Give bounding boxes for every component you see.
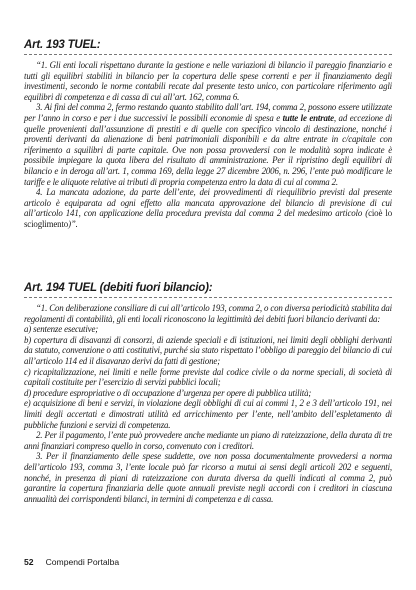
upright-note-scioglimento: cioè lo scioglimento — [24, 208, 392, 229]
art-193-paragraph-4-end: )”. — [68, 218, 78, 229]
art-194-paragraph-2: 2. Per il pagamento, l’ente può provvedere anche mediante un piano di rateizzazione, della durata di tre anni finanziari compreso quello in corso, convenuto con i creditori. — [24, 430, 392, 451]
art-193-paragraph-3-start: 3. Ai fini del comma 2, fermo restando quanto stabilito dall’art. 194, comma 2, possono essere utilizzate per l’anno in corso e per i due successivi le possibili economie di spesa e — [24, 102, 392, 123]
art-193-paragraph-4 — [24, 187, 392, 229]
page-footer — [24, 557, 119, 568]
list-item-e: e) acquisizione di beni e servizi, in violazione degli obblighi di cui ai commi 1, 2 e 3 dell’articolo 191, nei limiti degli accertati e dimostrati utilità ed arricchimento per l’ente, nell’ambito dell’espletamento di pubbliche funzioni e servizi di competenza. — [24, 398, 392, 430]
art-193-paragraph-4-start: 4. La mancata adozione, da parte dell’ente, dei provvedimenti di riequilibrio previsti dal presente articolo è equiparata ad ogni effetto alla mancata approvazione del bilancio di previsione di cui all’articolo 141, con applicazione della procedura prevista dal comma 2 del medesimo articolo ( — [24, 187, 392, 219]
publication-name: Compendi Portalba — [45, 557, 120, 567]
page-number: 52 — [24, 557, 34, 567]
art-194-paragraph-3: 3. Per il finanziamento delle spese suddette, ove non possa documentalmente provvedersi a norma dell’articolo 193, comma 3, l’ente locale può far ricorso a mutui ai sensi degli articoli 202 e seguenti, nonché, in presenza di piani di rateizzazione con durata diversa da quelli indicati al comma 2, può garantire la copertura finanziaria delle quote annuali previste negli accordi con i creditori in ciascuna annualità dei corrispondenti bilanci, in termini di competenza e di cassa. — [24, 451, 392, 504]
list-item-d: d) procedure espropriative o di occupazione d’urgenza per opere di pubblica utilità; — [24, 387, 312, 398]
section-heading-art-193: Art. 193 TUEL: — [24, 38, 392, 55]
art-194-text — [24, 303, 392, 504]
art-193-text — [24, 60, 392, 230]
art-193-paragraph-1: “1. Gli enti locali rispettano durante la gestione e nelle variazioni di bilancio il pareggio finanziario e tutti gli equilibri stabiliti in bilancio per la copertura delle spese correnti e per il finanziamento degli investimenti, secondo le norme contabili recate dal presente testo unico, con particolare riferimento agli equilibri di competenza e di cassa di cui all’art. 162, comma 6. — [24, 60, 392, 102]
art-193-paragraph-3-end: , ad eccezione di quelle provenienti dall’assunzione di prestiti e di quelle con specifico vincolo di destinazione, nonché i proventi derivanti da alienazione di beni patrimoniali disponibili e da altre entrate in c/capitale con riferimento a squilibri di parte capitale. Ove non possa provvedersi con le modalità sopra indicate è possibile impiegare la quota libera del risultato di amministrazione. Per il ripristino degli equilibri di bilancio e in deroga all’art. 1, comma 169, della legge 27 dicembre 2006, n. 296, l’ente può modificare le tariffe e le aliquote relative ai tributi di propria competenza entro la data di cui al comma 2. — [24, 112, 393, 187]
art-193-paragraph-3 — [24, 102, 392, 187]
section-heading-art-194: Art. 194 TUEL (debiti fuori bilancio): — [24, 281, 392, 298]
art-194-intro: “1. Con deliberazione consiliare di cui all’articolo 193, comma 2, o con diversa periodicità stabilita dai regolamenti di contabilità, gli enti locali riconoscono la legittimità dei debiti fuori bilancio derivanti da: — [24, 303, 392, 324]
bold-phrase-tutte-le-entrate: tutte le entrate — [282, 112, 334, 123]
list-item-c: c) ricapitalizzazione, nei limiti e nelle forme previste dal codice civile o da norme speciali, di società di capitali costituite per l’esercizio di servizi pubblici locali; — [24, 366, 392, 388]
list-item-a: a) sentenze esecutive; — [24, 324, 99, 335]
list-item-b: b) copertura di disavanzi di consorzi, di aziende speciali e di istituzioni, nei limiti degli obblighi derivanti da statuto, convenzione o atti costitutivi, purché sia stato rispettato l’obbligo di pareggio del bilancio di cui all’articolo 114 ed il disavanzo derivi da fatti di gestione; — [24, 334, 392, 366]
